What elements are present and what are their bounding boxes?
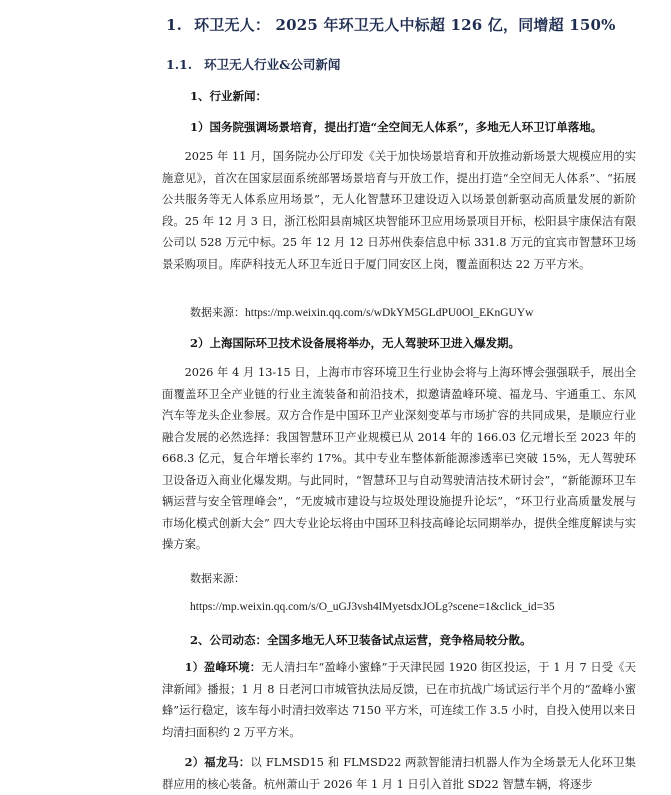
news-item-1-body: 2025 年 11 月，国务院办公厅印发《关于加快场景培育和开放推动新场景大规模应用的实施意见》，首次在国家层面系统部署场景培育与开放工作，提出打造“全空间无人体系”、“拓展公共服务等无人体系应用场景”，无人化智慧环卫建设迈入以场景创新驱动高质量发展的新阶段。25 年 12 月 3 日，浙江松阳县南城区块智能环卫应用场景项目开标，松阳县宇康保洁有限公司以 528 万元中标。25 年 12 月 12 日苏州佚泰信息中标 331.8 万元的宜宾市智慧环卫场景采购项目。库萨科技无人环卫车近日于厦门同安区上岗，覆盖面积达 22 万平方米。 xyxy=(162,150,636,271)
news-item-2-source xyxy=(190,600,555,613)
section-industry-news-title: 1、行业新闻： xyxy=(190,89,268,103)
news-item-2-source-label: 数据来源： xyxy=(190,572,245,585)
heading-level-2 xyxy=(166,55,340,73)
heading-level-1-text: 环卫无人： 2025 年环卫无人中标超 126 亿，同增超 150% xyxy=(194,16,616,34)
company-item-1 xyxy=(162,657,636,743)
company-item-2-body: 以 FLMSD15 和 FLMSD22 两款智能清扫机器人作为全场景无人化环卫集群应用的核心装备。杭州萧山于 2026 年 1 月 1 日引入首批 SD22 智慧车辆，将逐步 xyxy=(162,756,636,791)
company-item-1-name: 1）盈峰环境： xyxy=(184,660,262,674)
section-company-news-title: 2、公司动态：全国多地无人环卫装备试点运营，竞争格局较分散。 xyxy=(190,633,532,647)
source-link[interactable]: https://mp.weixin.qq.com/s/O_uGJ3vsh4lMyetsdxJOLg?scene=1&click_id=35 xyxy=(190,601,555,613)
source-link[interactable]: https://mp.weixin.qq.com/s/wDkYM5GLdPU0Ol_EKnGUYw xyxy=(245,307,534,319)
news-item-1-source xyxy=(190,304,533,320)
news-item-2-body: 2026 年 4 月 13-15 日，上海市市容环境卫生行业协会将与上海环博会强强联手，展出全面覆盖环卫全产业链的行业主流装备和前沿技术，拟邀请盈峰环境、福龙马、宇通重工、东风汽车等龙头企业参展。双方合作是中国环卫产业深刻变革与市场扩容的共同成果，是顺应行业融合发展的必然选择：我国智慧环卫产业规模已从 2014 年的 166.03 亿元增长至 2023 年的 668.3 亿元，复合年增长率约 17%。其中专业车整体新能源渗透率已突破 15%，无人驾驶环卫设备迈入商业化爆发期。与此同时，“智慧环卫与自动驾驶清洁技术研讨会”，“新能源环卫车辆运营与安全管理峰会”，“无废城市建设与垃圾处理设施提升论坛”，“环卫行业高质量发展与市场化模式创新大会” 四大专业论坛将由中国环卫科技高峰论坛同期举办，提供全维度解读与实操方案。 xyxy=(162,366,636,551)
heading-level-1-number: 1. xyxy=(166,16,183,34)
company-item-2-name: 2）福龙马： xyxy=(184,755,251,769)
heading-level-2-text: 环卫无人行业&公司新闻 xyxy=(204,57,341,72)
source-label: 数据来源： xyxy=(190,306,245,319)
news-item-1-title: 1）国务院强调场景培育，提出打造“全空间无人体系”，多地无人环卫订单落地。 xyxy=(190,120,603,134)
heading-level-1 xyxy=(166,14,616,35)
company-item-2 xyxy=(162,752,636,795)
heading-level-2-number: 1.1. xyxy=(166,57,193,72)
company-item-1-body: 无人清扫车“盈峰小蜜蜂”于天津民园 1920 街区投运，于 1 月 7 日受《天津新闻》播报；1 月 8 日老河口市城管执法局反馈，已在市抗战广场试运行半个月的“盈峰小蜜蜂”运行稳定，该车每小时清扫效率达 7150 平方米，可连续工作 3.5 小时，自投入使用以来日均清扫面积约 2 万平方米。 xyxy=(162,661,636,739)
news-item-2-title: 2）上海国际环卫技术设备展将举办，无人驾驶环卫进入爆发期。 xyxy=(190,336,520,350)
